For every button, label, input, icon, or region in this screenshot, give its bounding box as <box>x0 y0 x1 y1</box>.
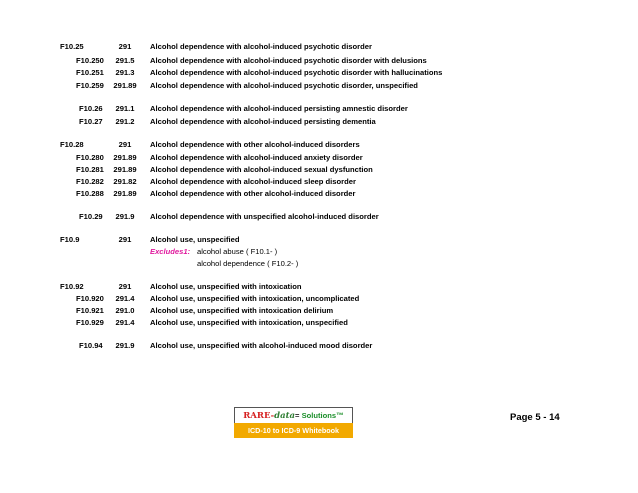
icd9-code: 291 <box>118 140 132 149</box>
code-description: Alcohol use, unspecified with intoxication delirium <box>150 306 334 315</box>
icd9-code: 291.5 <box>115 56 135 65</box>
code-row <box>0 80 638 92</box>
icd10-code: F10.94 <box>79 341 103 350</box>
code-description: Alcohol dependence with alcohol-induced sexual dysfunction <box>150 165 373 174</box>
icd9-code: 291.1 <box>115 104 135 113</box>
icd9-code: 291.3 <box>115 68 135 77</box>
icd9-code: 291.89 <box>113 81 137 90</box>
icd10-code: F10.280 <box>76 153 104 162</box>
code-row <box>0 41 638 53</box>
icd10-code: F10.920 <box>76 294 104 303</box>
code-description: Alcohol dependence with alcohol-induced psychotic disorder, unspecified <box>150 81 418 90</box>
icd10-code: F10.921 <box>76 306 104 315</box>
logo-wordmark <box>234 407 353 424</box>
excludes-text: alcohol abuse ( F10.1- ) <box>197 247 278 256</box>
excludes-note <box>150 246 190 258</box>
code-row <box>0 152 638 164</box>
icd10-code: F10.27 <box>79 117 103 126</box>
icd9-code: 291.89 <box>113 189 137 198</box>
code-description: Alcohol dependence with other alcohol-induced disorders <box>150 140 360 149</box>
code-row <box>0 103 638 115</box>
icd10-code: F10.929 <box>76 318 104 327</box>
code-description: Alcohol dependence with alcohol-induced persisting dementia <box>150 117 376 126</box>
excludes-label: Excludes1: <box>150 247 191 256</box>
icd9-code: 291.4 <box>115 294 135 303</box>
icd9-code: 291.9 <box>115 341 135 350</box>
code-description: Alcohol dependence with alcohol-induced anxiety disorder <box>150 153 363 162</box>
logo-data-text: data <box>274 411 296 421</box>
logo-rare-text: RARE- <box>243 411 275 421</box>
icd10-code: F10.281 <box>76 165 104 174</box>
code-row <box>0 234 638 246</box>
page-number: Page 5 - 14 <box>510 412 560 423</box>
code-description: Alcohol use, unspecified <box>150 235 240 244</box>
code-row <box>0 176 638 188</box>
code-row <box>0 305 638 317</box>
icd10-code: F10.259 <box>76 81 104 90</box>
code-row <box>0 139 638 151</box>
icd10-code: F10.9 <box>60 235 80 244</box>
icd10-code: F10.26 <box>79 104 103 113</box>
code-description: Alcohol use, unspecified with intoxication <box>150 282 302 291</box>
code-row <box>0 281 638 293</box>
logo-subtitle: ICD-10 to ICD-9 Whitebook <box>234 423 353 438</box>
icd10-code: F10.288 <box>76 189 104 198</box>
icd9-code: 291.82 <box>113 177 137 186</box>
icd10-code: F10.251 <box>76 68 104 77</box>
icd9-code: 291 <box>118 42 132 51</box>
code-row <box>0 211 638 223</box>
code-row <box>0 55 638 67</box>
code-description: Alcohol dependence with alcohol-induced sleep disorder <box>150 177 356 186</box>
rare-data-logo <box>234 407 353 439</box>
code-row <box>0 164 638 176</box>
code-row <box>0 340 638 352</box>
code-description: Alcohol dependence with alcohol-induced persisting amnestic disorder <box>150 104 408 113</box>
code-description: Alcohol dependence with unspecified alcohol-induced disorder <box>150 212 379 221</box>
icd10-code: F10.250 <box>76 56 104 65</box>
excludes-item <box>197 246 277 258</box>
logo-equals-text: = <box>295 411 302 420</box>
icd10-code: F10.28 <box>60 140 84 149</box>
icd9-code: 291.0 <box>115 306 135 315</box>
icd10-code: F10.29 <box>79 212 103 221</box>
excludes-item <box>197 258 298 270</box>
icd9-code: 291.89 <box>113 165 137 174</box>
logo-solutions-text: Solutions™ <box>301 411 344 420</box>
code-row <box>0 67 638 79</box>
code-description: Alcohol use, unspecified with intoxication, uncomplicated <box>150 294 360 303</box>
code-row <box>0 116 638 128</box>
icd9-code: 291 <box>118 235 132 244</box>
icd10-code: F10.282 <box>76 177 104 186</box>
code-description: Alcohol dependence with alcohol-induced psychotic disorder with hallucinations <box>150 68 443 77</box>
code-row <box>0 188 638 200</box>
code-row <box>0 293 638 305</box>
code-description: Alcohol dependence with alcohol-induced psychotic disorder <box>150 42 372 51</box>
icd9-code: 291.2 <box>115 117 135 126</box>
icd9-code: 291 <box>118 282 132 291</box>
icd9-code: 291.89 <box>113 153 137 162</box>
icd9-code: 291.9 <box>115 212 135 221</box>
code-row <box>0 317 638 329</box>
icd9-code: 291.4 <box>115 318 135 327</box>
code-description: Alcohol use, unspecified with intoxication, unspecified <box>150 318 348 327</box>
excludes-text: alcohol dependence ( F10.2- ) <box>197 259 299 268</box>
icd10-code: F10.25 <box>60 42 84 51</box>
code-description: Alcohol dependence with alcohol-induced psychotic disorder with delusions <box>150 56 427 65</box>
code-description: Alcohol dependence with other alcohol-induced disorder <box>150 189 356 198</box>
code-description: Alcohol use, unspecified with alcohol-induced mood disorder <box>150 341 373 350</box>
icd10-code: F10.92 <box>60 282 84 291</box>
